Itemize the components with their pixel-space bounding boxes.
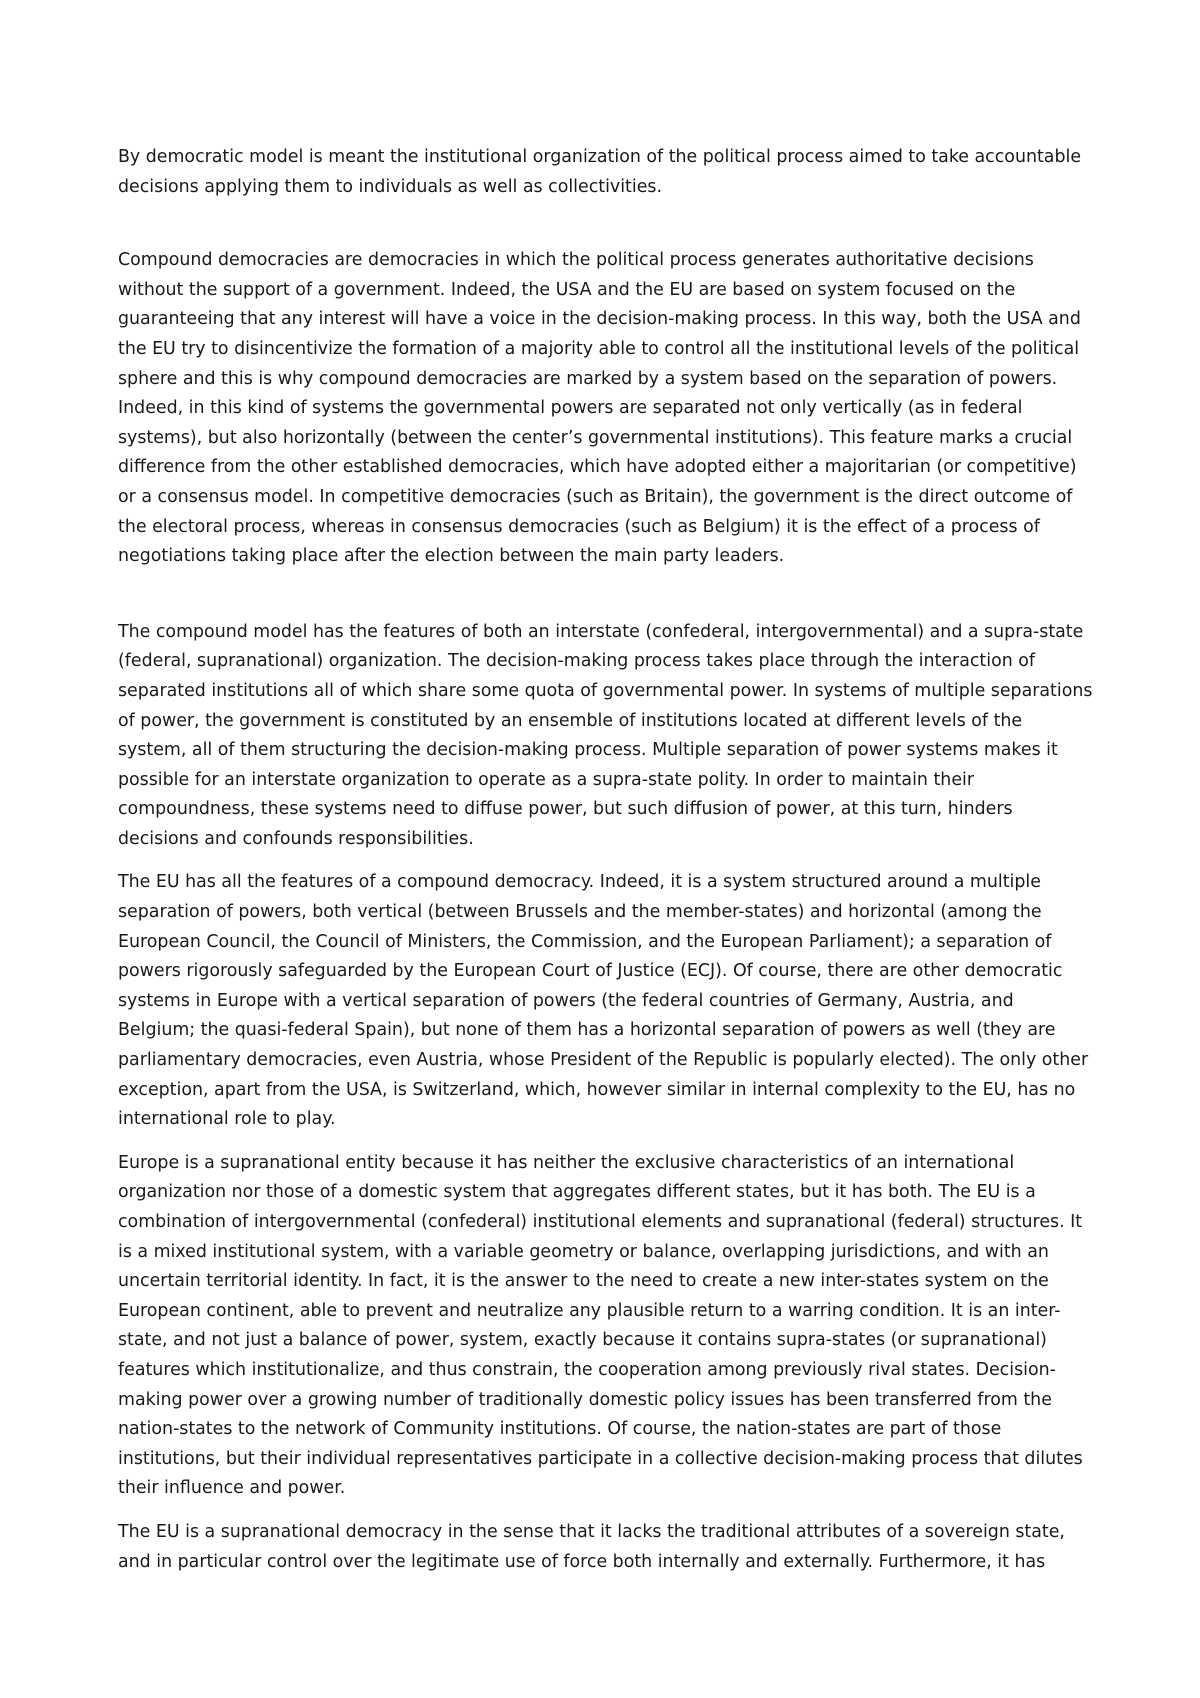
paragraph-compound-model: The compound model has the features of both an interstate (confederal, intergovernmental) and a supra-state (federal, supranational) organization. The decision-making process takes place through the interaction of separated institutions all of which share some quota of governmental power. In systems of multiple separations of power, the government is constituted by an ensemble of institutions located at different levels of the system, all of them structuring the decision-making process. Multiple separation of power systems makes it possible for an interstate organization to operate as a supra-state polity. In order to maintain their compoundness, these systems need to diffuse power, but such diffusion of power, at this turn, hinders decisions and confounds responsibilities.	[118, 621, 1093, 849]
paragraph-compound-democracies: Compound democracies are democracies in which the political process generates authoritative decisions without the support of a government. Indeed, the USA and the EU are based on system focused on the guaranteeing that any interest will have a voice in the decision-making process. In this way, both the USA and the EU try to disincentivize the formation of a majority able to control all the institutional levels of the political sphere and this is why compound democracies are marked by a system based on the separation of powers. Indeed, in this kind of systems the governmental powers are separated not only vertically (as in federal systems), but also horizontally (between the center’s governmental institutions). This feature marks a crucial difference from the other established democracies, which have adopted either a majoritarian (or competitive) or a consensus model. In competitive democracies (such as Britain), the government is the direct outcome of the electoral process, whereas in consensus democracies (such as Belgium) it is the effect of a process of negotiations taking place after the election between the main party leaders.	[118, 250, 1081, 567]
document-body	[118, 143, 1093, 1577]
paragraph-eu-compound-democracy: The EU has all the features of a compound democracy. Indeed, it is a system structured around a multiple separation of powers, both vertical (between Brussels and the member-states) and horizontal (among the European Council, the Council of Ministers, the Commission, and the European Parliament); a separation of powers rigorously safeguarded by the European Court of Justice (ECJ). Of course, there are other democratic systems in Europe with a vertical separation of powers (the federal countries of Germany, Austria, and Belgium; the quasi-federal Spain), but none of them has a horizontal separation of powers as well (they are parliamentary democracies, even Austria, whose President of the Republic is popularly elected). The only other exception, apart from the USA, is Switzerland, which, however similar in internal complexity to the EU, has no international role to play.	[118, 872, 1089, 1130]
paragraph-eu-supranational-democracy: The EU is a supranational democracy in the sense that it lacks the traditional attributes of a sovereign state, and in particular control over the legitimate use of force both internally and externally. Furthermore, it has	[118, 1521, 1065, 1572]
paragraph-democratic-model: By democratic model is meant the institutional organization of the political process aimed to take accountable decisions applying them to individuals as well as collectivities.	[118, 147, 1082, 197]
paragraph-europe-supranational-entity: Europe is a supranational entity because it has neither the exclusive characteristics of an international organization nor those of a domestic system that aggregates different states, but it has both. The EU is a combination of intergovernmental (confederal) institutional elements and supranational (federal) structures. It is a mixed institutional system, with a variable geometry or balance, overlapping jurisdictions, and with an uncertain territorial identity. In fact, it is the answer to the need to create a new inter-states system on the European continent, able to prevent and neutralize any plausible return to a warring condition. It is an inter-state, and not just a balance of power, system, exactly because it contains supra-states (or supranational) features which institutionalize, and thus constrain, the cooperation among previously rival states. Decision-making power over a growing number of traditionally domestic policy issues has been transferred from the nation-states to the network of Community institutions. Of course, the nation-states are part of those institutions, but their individual representatives participate in a collective decision-making process that dilutes their influence and power.	[118, 1152, 1083, 1499]
